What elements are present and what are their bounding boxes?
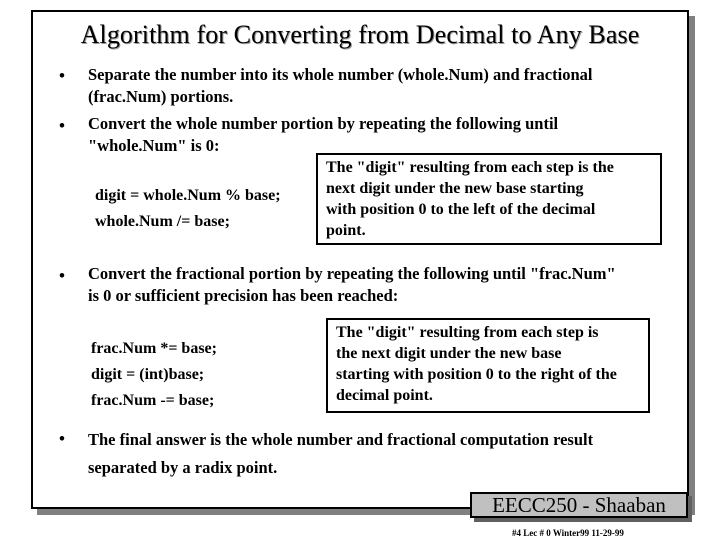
bullet-3-line-2: is 0 or sufficient precision has been reached: (88, 286, 399, 305)
bullet-2-text (88, 113, 558, 157)
bullet-1-text (88, 64, 592, 108)
whole-code-block (95, 183, 281, 235)
bullet-1-line-1: Separate the number into its whole number (whole.Num) and fractional (88, 65, 593, 84)
bullet-4-text (88, 426, 593, 482)
bullet-3-line-1: Convert the fractional portion by repeating the following until "frac.Num" (88, 264, 616, 283)
bullet-4-line-1: The final answer is the whole number and fractional computation result (88, 430, 594, 449)
whole-note-box: The "digit" resulting from each step is the next digit under the new base starting with position 0 to the left of the decimal point. (316, 153, 662, 245)
code-line: digit = (int)base; (91, 366, 205, 383)
bullet-2-line-2: "whole.Num" is 0: (88, 136, 220, 155)
bullet-marker: • (59, 66, 65, 85)
bullet-marker: • (59, 116, 65, 135)
slide-title: Algorithm for Converting from Decimal to Any Base (80, 20, 640, 49)
code-line: frac.Num -= base; (91, 392, 215, 409)
code-line: whole.Num /= base; (95, 213, 230, 230)
course-badge: EECC250 - Shaaban (470, 492, 688, 518)
bullet-marker: • (59, 266, 65, 285)
bullet-marker: • (59, 429, 65, 448)
frac-code-block (91, 336, 217, 414)
bullet-1-line-2: (frac.Num) portions. (88, 87, 234, 106)
code-line: frac.Num *= base; (91, 340, 217, 357)
bullet-2-line-1: Convert the whole number portion by repeating the following until (88, 114, 559, 133)
footer-note: #4 Lec # 0 Winter99 11-29-99 (512, 528, 624, 538)
bullet-3-text (88, 263, 616, 307)
bullet-4-line-2: separated by a radix point. (88, 458, 278, 477)
code-line: digit = whole.Num % base; (95, 187, 281, 204)
frac-note-box: The "digit" resulting from each step is the next digit under the new base starting with position 0 to the right of the decimal point. (326, 318, 650, 413)
